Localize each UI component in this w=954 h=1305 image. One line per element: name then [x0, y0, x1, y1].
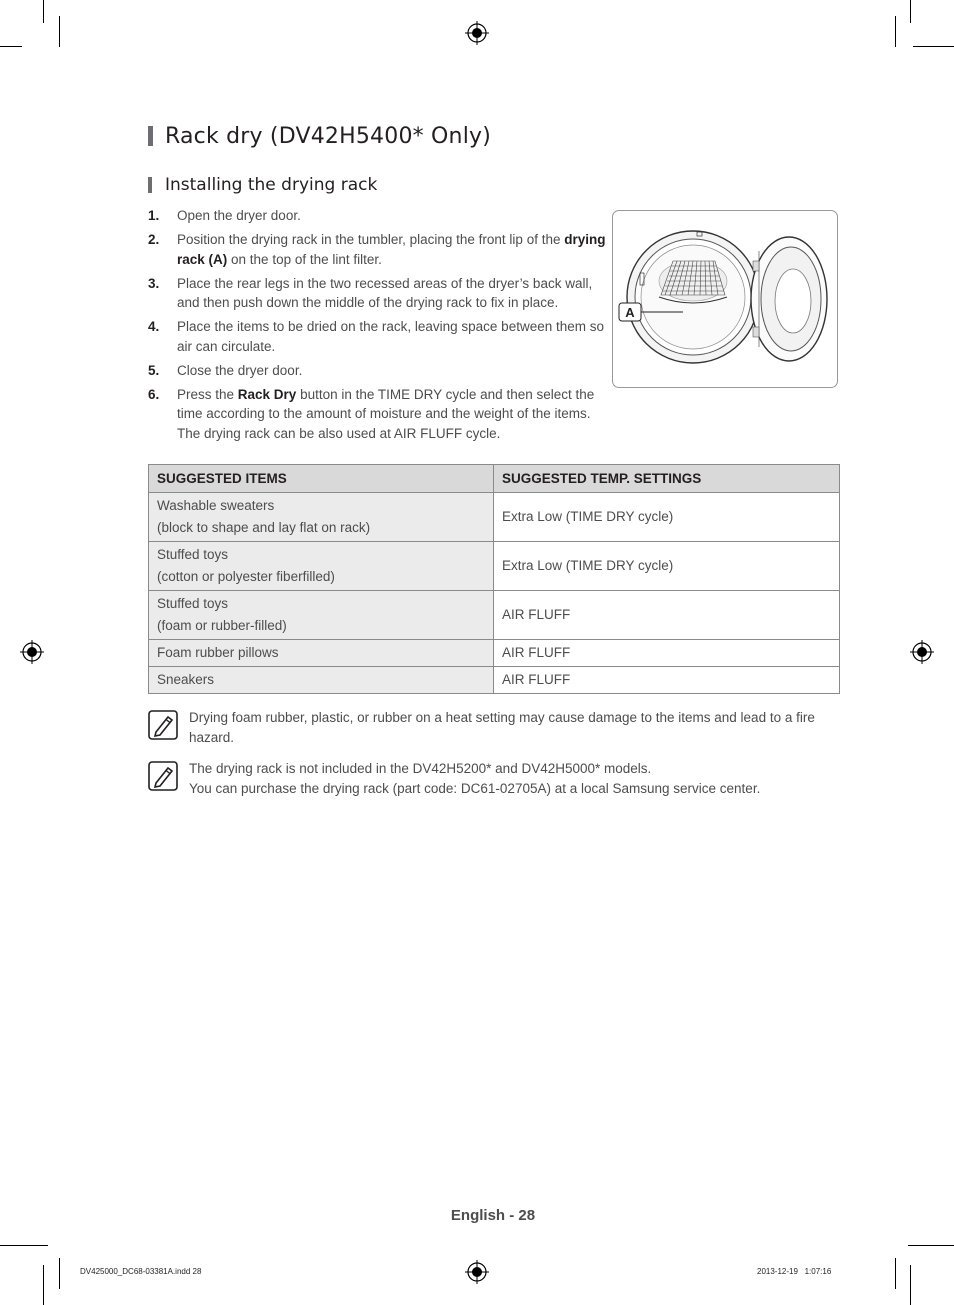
registration-mark-icon [910, 640, 934, 664]
crop-mark [895, 1258, 896, 1289]
heading-bar [148, 126, 153, 146]
step-text: Place the rear legs in the two recessed areas of the dryer’s back wall, and then push down the middle of the drying rack to fix in place. [177, 275, 593, 310]
item-cell: Sneakers [149, 667, 494, 694]
setting-cell: Extra Low (TIME DRY cycle) [494, 493, 840, 542]
setting-cell: AIR FLUFF [494, 667, 840, 694]
note-pencil-icon [148, 761, 178, 791]
item-cell [149, 591, 494, 640]
step-text: Open the dryer door. [177, 208, 301, 223]
step-number: 6. [148, 386, 160, 402]
registration-mark-icon [465, 21, 489, 45]
crop-mark [59, 16, 60, 47]
crop-mark [43, 1265, 44, 1305]
print-slug-date: 2013-12-19 1:07:16 [757, 1267, 832, 1276]
note-pencil-icon [148, 710, 178, 740]
crop-mark [910, 0, 911, 23]
print-slug-file: DV425000_DC68-03381A.indd 28 [80, 1267, 202, 1276]
registration-mark-icon [20, 640, 44, 664]
crop-mark [910, 1265, 911, 1305]
item-name: Washable sweaters [157, 498, 275, 513]
table-header-row [149, 465, 840, 493]
step-text-part: Press the [177, 386, 238, 402]
step-item [148, 230, 610, 269]
registration-mark-icon [465, 1260, 489, 1284]
setting-cell: AIR FLUFF [494, 591, 840, 640]
callout-label: A [625, 305, 635, 320]
step-item [148, 317, 610, 356]
crop-mark [908, 1245, 954, 1246]
item-cell [149, 493, 494, 542]
item-note: (block to shape and lay flat on rack) [157, 520, 371, 535]
item-cell: Foam rubber pillows [149, 640, 494, 667]
caution-note [148, 708, 840, 748]
step-item [148, 385, 610, 444]
section-title: Rack dry (DV42H5400* Only) [165, 123, 492, 149]
step-text-part: button in the TIME DRY cycle and then select the time according to the amount of moisture and the weight of the items. The drying rack can be also used at AIR FLUFF cycle. [177, 386, 595, 441]
crop-mark [43, 0, 44, 23]
table-row [149, 640, 840, 667]
item-name: Stuffed toys [157, 596, 229, 611]
note-line: You can purchase the drying rack (part code: DC61-02705A) at a local Samsung service center. [189, 781, 761, 796]
info-note [148, 759, 840, 799]
subsection-heading [148, 172, 377, 198]
crop-mark [895, 16, 896, 47]
dryer-rack-illustration [612, 210, 838, 388]
step-text-part: Position the drying rack in the tumbler, placing the front lip of the [177, 232, 565, 247]
note-line: The drying rack is not included in the DV42H5200* and DV42H5000* models. [189, 761, 652, 776]
item-cell [149, 542, 494, 591]
suggested-settings-table [148, 464, 840, 694]
step-number: 4. [148, 319, 160, 334]
step-text [177, 385, 610, 444]
step-text-part: on the top of the lint filter. [227, 251, 382, 267]
section-heading [148, 120, 491, 152]
crop-mark [0, 46, 22, 47]
steps-list [148, 206, 610, 448]
table-row [149, 591, 840, 640]
dryer-drawing [613, 211, 837, 387]
table-row [149, 542, 840, 591]
step-number: 2. [148, 232, 160, 247]
item-name: Stuffed toys [157, 547, 229, 562]
setting-cell: Extra Low (TIME DRY cycle) [494, 542, 840, 591]
step-number: 1. [148, 208, 160, 223]
subheading-bar [148, 177, 152, 193]
step-text: Place the items to be dried on the rack, leaving space between them so air can circulate. [177, 319, 604, 354]
step-text [177, 230, 610, 269]
column-header-items: SUGGESTED ITEMS [149, 465, 494, 493]
step-emphasis: drying rack (A) [177, 232, 606, 267]
item-note: (cotton or polyester fiberfilled) [157, 569, 335, 584]
subsection-title: Installing the drying rack [165, 175, 378, 195]
crop-mark [59, 1258, 60, 1289]
setting-cell: AIR FLUFF [494, 640, 840, 667]
table-row [149, 493, 840, 542]
note-text [189, 759, 760, 799]
crop-mark [913, 46, 954, 47]
step-number: 3. [148, 275, 160, 291]
note-text: Drying foam rubber, plastic, or rubber on a heat setting may cause damage to the items and lead to a fire hazard. [189, 710, 815, 745]
step-item [148, 361, 610, 381]
item-note: (foam or rubber-filled) [157, 618, 287, 633]
table-row [149, 667, 840, 694]
step-text: Close the dryer door. [177, 362, 303, 378]
step-item [148, 206, 610, 226]
step-item [148, 274, 610, 313]
column-header-settings: SUGGESTED TEMP. SETTINGS [494, 465, 840, 493]
step-number: 5. [148, 362, 160, 378]
step-emphasis: Rack Dry [237, 386, 297, 402]
crop-mark [0, 1245, 48, 1246]
page-number: English - 28 [450, 1207, 536, 1224]
